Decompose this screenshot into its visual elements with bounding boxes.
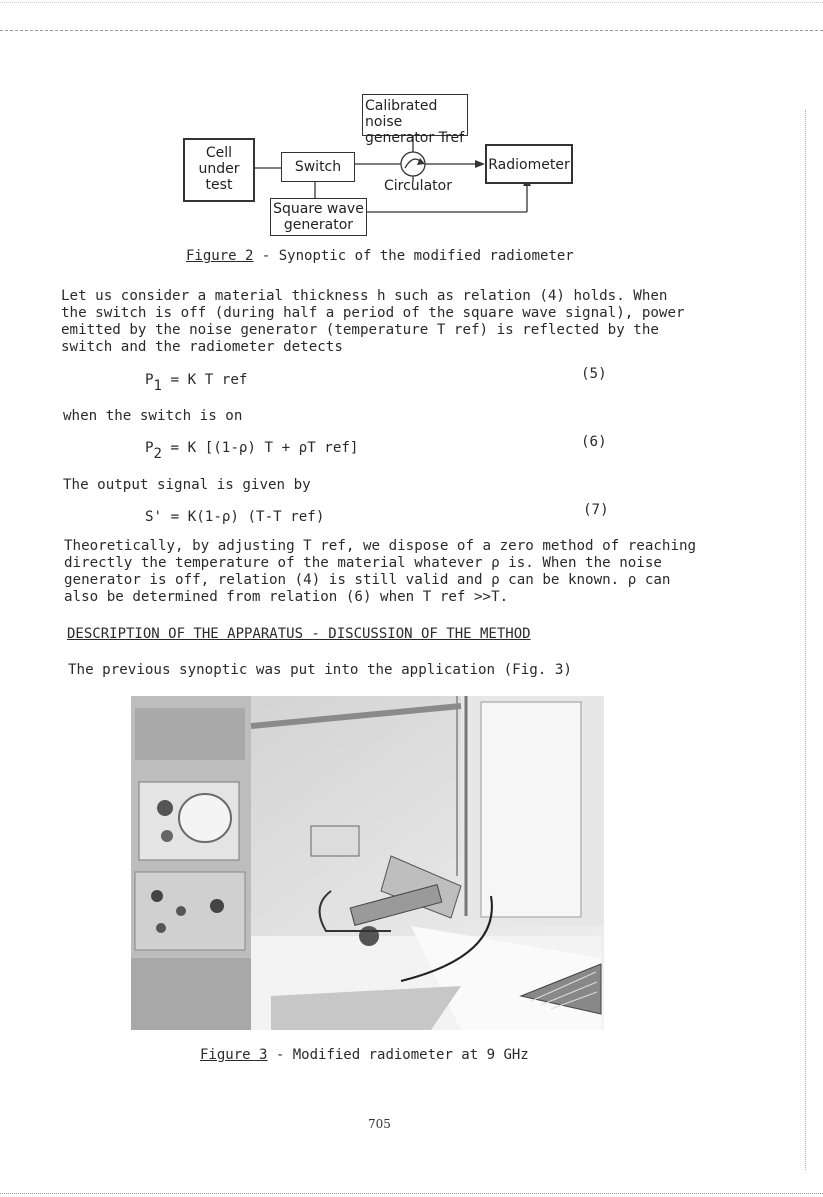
radiometer-label: Radiometer (488, 157, 570, 173)
figure-3-text: - Modified radiometer at 9 GHz (267, 1047, 529, 1063)
figure-3-caption (200, 1047, 529, 1063)
switch-label: Switch (294, 159, 342, 175)
equation-6-number: (6) (581, 434, 607, 450)
page-number: 705 (368, 1117, 391, 1131)
arrowhead-radiometer (475, 160, 485, 168)
scan-edge-bottom (0, 1193, 823, 1194)
cell-under-test-box (183, 138, 255, 202)
cell-label-1: Cell (205, 145, 233, 161)
when-switch-on-text: when the switch is on (63, 408, 243, 424)
figure-2-text: - Synoptic of the modified radiometer (253, 248, 574, 264)
equation-6: $P_2 = K$ [(1-ρ) T + ρT ref] (145, 440, 359, 462)
figure-3-photo (131, 696, 604, 1030)
output-signal-text: The output signal is given by (63, 477, 311, 493)
scan-edge-top-dotted (0, 2, 823, 3)
equation-5: $P_1 = K$ T ref (145, 372, 248, 394)
radiometer-block-diagram (175, 88, 595, 248)
figure-2-ref: Figure 2 (186, 248, 254, 264)
figure-3-ref: Figure 3 (200, 1047, 268, 1063)
cell-label-3: test (205, 177, 233, 193)
paragraph-1-line-4: switch and the radiometer detects (61, 339, 343, 355)
cell-label-2: under (198, 161, 240, 177)
equation-5-number: (5) (581, 366, 607, 382)
square-wave-label-1: Square wave (273, 201, 364, 217)
section-heading: DESCRIPTION OF THE APPARATUS - DISCUSSION OF THE METHOD (67, 626, 531, 642)
scan-edge-top (0, 30, 823, 31)
noise-generator-box (362, 94, 468, 146)
switch-box (281, 152, 355, 182)
paragraph-1-line-3: emitted by the noise generator (temperature T ref) is reflected by the (61, 322, 659, 338)
paragraph-2-line-1: Theoretically, by adjusting T ref, we dispose of a zero method of reaching (64, 538, 697, 554)
paragraph-2-line-3: generator is off, relation (4) is still valid and ρ can be known. ρ can (64, 572, 671, 588)
paragraph-3: The previous synoptic was put into the application (Fig. 3) (68, 662, 572, 678)
paragraph-2-line-4: also be determined from relation (6) when T ref >>T. (64, 589, 509, 605)
noise-generator-label-1: Calibrated noise (365, 98, 438, 130)
circulator-label: Circulator (384, 178, 452, 194)
square-wave-label-2: generator (283, 217, 354, 233)
radiometer-box (485, 144, 573, 184)
paragraph-1-line-1: Let us consider a material thickness h such as relation (4) holds. When (61, 288, 668, 304)
paragraph-2-line-2: directly the temperature of the material whatever ρ is. When the noise (64, 555, 662, 571)
noise-generator-label-2: generator Tref (365, 130, 465, 146)
figure-2-caption (186, 248, 574, 264)
paragraph-1-line-2: the switch is off (during half a period of the square wave signal), power (61, 305, 685, 321)
apparatus-photo-illustration (131, 696, 604, 1030)
scan-edge-right (805, 110, 806, 1170)
square-wave-generator-box (270, 198, 367, 236)
equation-7: S' = K(1-ρ) (T-T ref) (145, 509, 325, 525)
equation-7-number: (7) (583, 502, 609, 518)
